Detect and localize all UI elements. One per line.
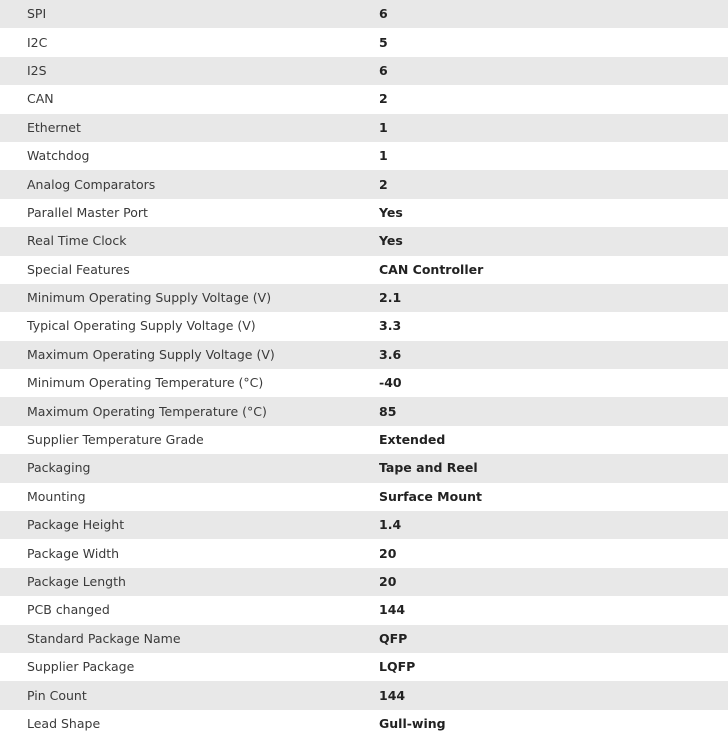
spec-row [0, 511, 728, 539]
spec-row [0, 312, 728, 340]
spec-label: Supplier Temperature Grade [27, 432, 204, 448]
spec-label: SPI [27, 6, 47, 22]
spec-value: CAN Controller [379, 261, 484, 277]
spec-value: Surface Mount [379, 488, 482, 504]
spec-value: 6 [379, 6, 388, 22]
spec-row [0, 256, 728, 284]
spec-value: Yes [379, 204, 403, 220]
spec-label: Supplier Package [27, 659, 135, 675]
spec-row [0, 681, 728, 709]
spec-row [0, 341, 728, 369]
spec-value: Extended [379, 432, 446, 448]
spec-label: Mounting [27, 488, 86, 504]
spec-value: 3.3 [379, 318, 402, 334]
spec-value: Yes [379, 233, 403, 249]
spec-row [0, 28, 728, 56]
spec-value: Gull-wing [379, 715, 446, 731]
spec-label: Ethernet [27, 119, 81, 135]
spec-label: I2S [27, 62, 47, 78]
spec-label: Maximum Operating Supply Voltage (V) [27, 346, 275, 362]
spec-value: 144 [379, 687, 406, 703]
spec-label: Analog Comparators [27, 176, 156, 192]
spec-row [0, 596, 728, 624]
spec-label: Package Height [27, 517, 125, 533]
spec-row [0, 284, 728, 312]
spec-row [0, 539, 728, 567]
spec-label: Typical Operating Supply Voltage (V) [27, 318, 256, 334]
spec-label: I2C [27, 34, 48, 50]
spec-row [0, 397, 728, 425]
spec-label: Watchdog [27, 148, 90, 164]
spec-value: LQFP [379, 659, 416, 675]
spec-label: Maximum Operating Temperature (°C) [27, 403, 267, 419]
spec-label: Package Length [27, 574, 126, 589]
spec-value: 6 [379, 62, 388, 78]
spec-value: 2 [379, 91, 388, 107]
spec-label: Minimum Operating Supply Voltage (V) [27, 290, 272, 306]
spec-value: QFP [379, 630, 408, 646]
spec-row [0, 426, 728, 454]
spec-label: Package Width [27, 545, 120, 561]
spec-row [0, 199, 728, 227]
spec-value: 2.1 [379, 290, 402, 306]
spec-value: 2 [379, 176, 388, 192]
spec-value: 3.6 [379, 346, 402, 362]
spec-row [0, 369, 728, 397]
spec-value: Tape and Reel [379, 460, 478, 476]
spec-value: 5 [379, 34, 388, 50]
spec-value: 20 [379, 574, 397, 589]
spec-label: Pin Count [27, 687, 87, 703]
spec-row [0, 625, 728, 653]
spec-row [0, 454, 728, 482]
spec-label: Packaging [27, 460, 91, 476]
spec-row [0, 227, 728, 255]
spec-value: 144 [379, 602, 406, 618]
spec-label: Lead Shape [27, 715, 101, 731]
spec-value: 20 [379, 545, 397, 561]
spec-label: Real Time Clock [27, 233, 127, 249]
spec-label: Standard Package Name [27, 630, 181, 646]
spec-label: Special Features [27, 261, 130, 277]
spec-row [0, 114, 728, 142]
spec-label: CAN [27, 91, 54, 107]
spec-label: Parallel Master Port [27, 204, 148, 220]
spec-row [0, 568, 728, 596]
spec-row [0, 0, 728, 28]
spec-value: -40 [379, 375, 402, 391]
spec-value: 1 [379, 119, 388, 135]
spec-row [0, 57, 728, 85]
spec-row [0, 142, 728, 170]
spec-value: 1.4 [379, 517, 402, 533]
spec-row [0, 653, 728, 681]
spec-label: PCB changed [27, 602, 110, 618]
spec-row [0, 710, 728, 738]
spec-label: Minimum Operating Temperature (°C) [27, 375, 264, 391]
spec-row [0, 85, 728, 113]
spec-value: 1 [379, 148, 388, 164]
spec-row [0, 170, 728, 198]
spec-value: 85 [379, 403, 397, 419]
spec-row [0, 483, 728, 511]
